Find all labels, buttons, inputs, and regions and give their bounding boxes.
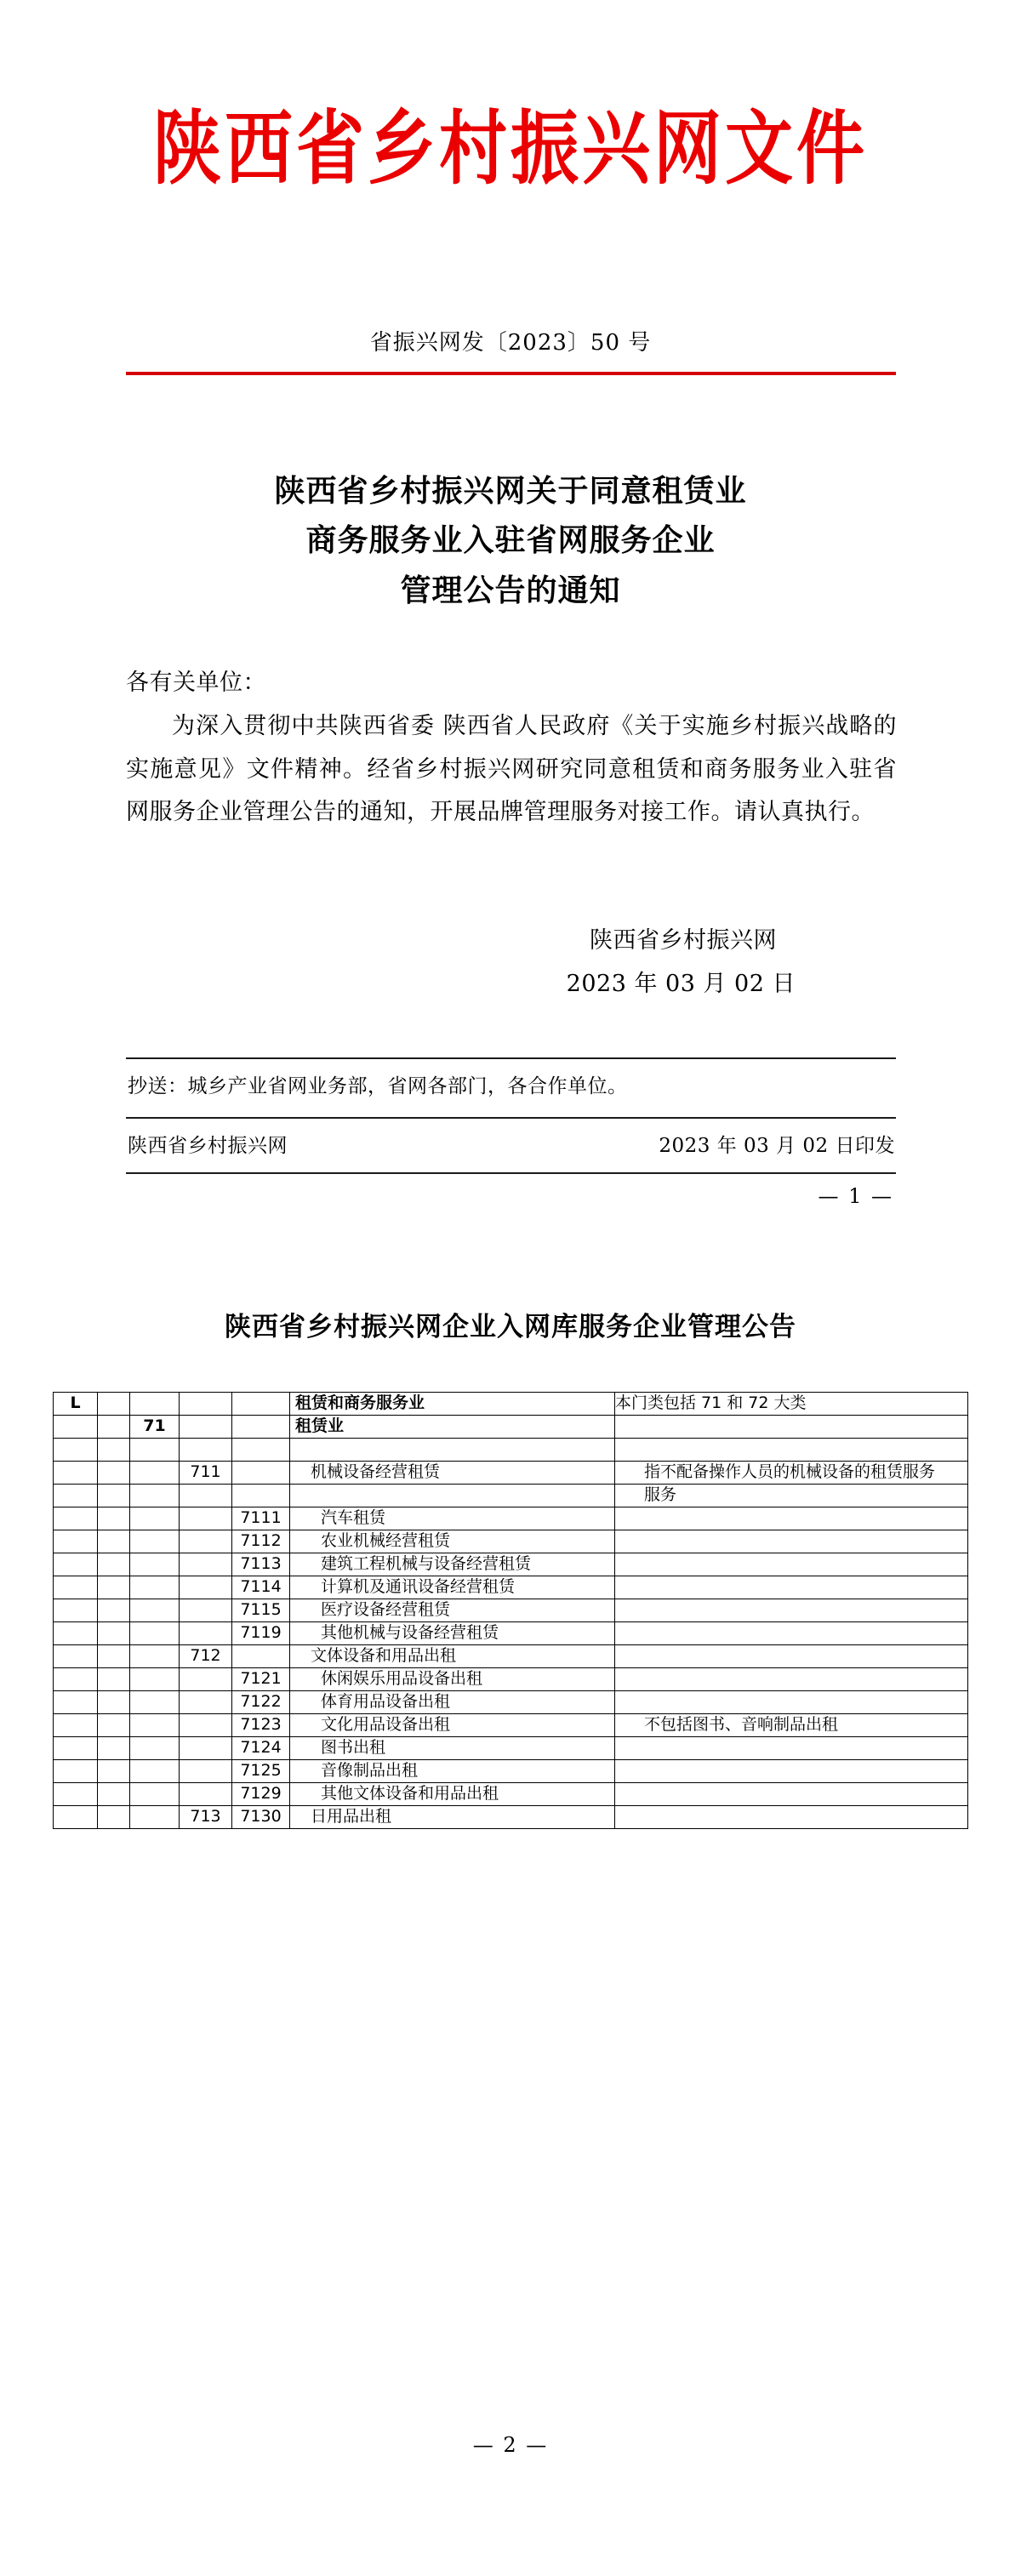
table-row [54, 1668, 968, 1691]
cell-middle-code [180, 1530, 232, 1553]
cell-division-code [54, 1714, 98, 1737]
cell-minor-code: 7130 [232, 1806, 290, 1829]
cell-spacer [98, 1691, 130, 1714]
table-row [54, 1530, 968, 1553]
spacer-cell [130, 1485, 180, 1507]
spacer-cell [180, 1439, 232, 1462]
body-text [126, 662, 897, 835]
cell-division-code [54, 1760, 98, 1783]
cell-note [615, 1691, 968, 1714]
spacer-cell [290, 1439, 615, 1462]
cell-minor-code: 7112 [232, 1530, 290, 1553]
table-row [54, 1760, 968, 1783]
title-line-2: 商务服务业入驻省网服务企业 [305, 522, 716, 559]
cell-category-name: 租赁业 [290, 1416, 615, 1439]
table-row [54, 1783, 968, 1806]
table-row [54, 1576, 968, 1599]
cell-spacer [98, 1576, 130, 1599]
cell-middle-code [180, 1783, 232, 1806]
cell-category-name: 其他机械与设备经营租赁 [290, 1622, 615, 1645]
table-row [54, 1714, 968, 1737]
table-row [54, 1462, 968, 1485]
cell-spacer [98, 1668, 130, 1691]
salutation: 各有关单位： [126, 670, 266, 696]
cell-spacer [98, 1507, 130, 1530]
cell-major-code [130, 1668, 180, 1691]
cell-major-code [130, 1576, 180, 1599]
cell-middle-code [180, 1737, 232, 1760]
classification-table-body [54, 1393, 968, 1829]
cell-division-code [54, 1668, 98, 1691]
cell-middle-code: 711 [180, 1462, 232, 1485]
cell-major-code [130, 1645, 180, 1668]
cell-division-code [54, 1530, 98, 1553]
cell-note [615, 1553, 968, 1576]
cell-note [615, 1645, 968, 1668]
cell-division-code [54, 1576, 98, 1599]
cell-spacer [98, 1553, 130, 1576]
cell-minor-code [232, 1416, 290, 1439]
table-row [54, 1622, 968, 1645]
title-line-3: 管理公告的通知 [400, 572, 621, 608]
table-row [54, 1416, 968, 1439]
cell-note [615, 1576, 968, 1599]
cell-minor-code: 7123 [232, 1714, 290, 1737]
cell-division-code [54, 1691, 98, 1714]
spacer-cell [54, 1439, 98, 1462]
footer-rule-bottom [126, 1172, 896, 1174]
spacer-note-cell [615, 1439, 968, 1462]
red-letterhead [0, 100, 1021, 196]
cell-note: 本门类包括 71 和 72 大类 [615, 1393, 968, 1416]
cell-note: 不包括图书、音响制品出租 [615, 1714, 968, 1737]
cell-note [615, 1737, 968, 1760]
cell-category-name: 机械设备经营租赁 [290, 1462, 615, 1485]
cell-major-code [130, 1783, 180, 1806]
sheet-page-2 [0, 1242, 1021, 2576]
cell-middle-code [180, 1576, 232, 1599]
cell-middle-code: 713 [180, 1806, 232, 1829]
cell-middle-code [180, 1507, 232, 1530]
table-row [54, 1737, 968, 1760]
cell-category-name: 其他文体设备和用品出租 [290, 1783, 615, 1806]
table-spacer-row [54, 1439, 968, 1462]
cell-note [615, 1806, 968, 1829]
cell-category-name: 图书出租 [290, 1737, 615, 1760]
cell-major-code [130, 1462, 180, 1485]
cell-division-code [54, 1645, 98, 1668]
cell-major-code [130, 1530, 180, 1553]
cell-note [615, 1599, 968, 1622]
cell-minor-code: 7114 [232, 1576, 290, 1599]
cell-minor-code: 7125 [232, 1760, 290, 1783]
cell-major-code [130, 1622, 180, 1645]
table-row [54, 1553, 968, 1576]
cell-spacer [98, 1714, 130, 1737]
cell-middle-code [180, 1760, 232, 1783]
cell-middle-code [180, 1599, 232, 1622]
cell-minor-code: 7129 [232, 1783, 290, 1806]
spacer-cell [130, 1439, 180, 1462]
cell-division-code [54, 1806, 98, 1829]
body-paragraph: 为深入贯彻中共陕西省委 陕西省人民政府《关于实施乡村振兴战略的实施意见》文件精神。经省乡村振兴网研究同意租赁和商务服务业入驻省网服务企业管理公告的通知，开展品牌管理服务对接工作。请认真执行。 [126, 712, 897, 826]
cell-note [615, 1530, 968, 1553]
cell-major-code [130, 1806, 180, 1829]
table-row [54, 1806, 968, 1829]
sheet-page-1 [0, 0, 1021, 1242]
cell-major-code: 71 [130, 1416, 180, 1439]
cell-spacer [98, 1645, 130, 1668]
cell-major-code [130, 1599, 180, 1622]
spacer-cell [180, 1485, 232, 1507]
cell-middle-code [180, 1691, 232, 1714]
cell-minor-code: 7122 [232, 1691, 290, 1714]
cell-major-code [130, 1760, 180, 1783]
table-row [54, 1507, 968, 1530]
cell-category-name: 文化用品设备出租 [290, 1714, 615, 1737]
footer-rule-top [126, 1057, 896, 1059]
cell-middle-code [180, 1553, 232, 1576]
signature-block [0, 919, 896, 1006]
page-title [0, 466, 1021, 615]
signature-organization: 陕西省乡村振兴网 [590, 927, 777, 954]
cell-division-code [54, 1599, 98, 1622]
cell-spacer [98, 1599, 130, 1622]
cell-middle-code [180, 1668, 232, 1691]
cell-spacer [98, 1416, 130, 1439]
classification-table [53, 1392, 968, 1829]
letterhead-title: 陕西省乡村振兴网文件 [153, 100, 868, 196]
cell-category-name: 汽车租赁 [290, 1507, 615, 1530]
table-row [54, 1599, 968, 1622]
cell-spacer [98, 1622, 130, 1645]
issuer-organization: 陕西省乡村振兴网 [128, 1135, 288, 1157]
cell-major-code [130, 1553, 180, 1576]
cell-division-code [54, 1507, 98, 1530]
cell-spacer [98, 1806, 130, 1829]
cell-minor-code: 7111 [232, 1507, 290, 1530]
cell-spacer [98, 1737, 130, 1760]
cell-category-name: 租赁和商务服务业 [290, 1393, 615, 1416]
cell-spacer [98, 1760, 130, 1783]
cell-category-name: 音像制品出租 [290, 1760, 615, 1783]
cell-minor-code [232, 1645, 290, 1668]
cell-note [615, 1416, 968, 1439]
issue-date: 2023 年 03 月 02 日印发 [659, 1135, 895, 1157]
cell-spacer [98, 1783, 130, 1806]
cell-category-name: 休闲娱乐用品设备出租 [290, 1668, 615, 1691]
cell-minor-code: 7113 [232, 1553, 290, 1576]
cell-middle-code [180, 1714, 232, 1737]
spacer-cell [232, 1439, 290, 1462]
issuer-line [128, 1130, 895, 1158]
cell-division-code [54, 1783, 98, 1806]
cell-major-code [130, 1737, 180, 1760]
cell-division-code [54, 1737, 98, 1760]
cell-note [615, 1668, 968, 1691]
table-row [54, 1393, 968, 1416]
table-row [54, 1645, 968, 1668]
spacer-cell [98, 1439, 130, 1462]
cell-minor-code [232, 1462, 290, 1485]
signature-date: 2023 年 03 月 02 日 [566, 971, 796, 998]
cell-note [615, 1507, 968, 1530]
spacer-cell [290, 1485, 615, 1507]
cell-major-code [130, 1691, 180, 1714]
page-number-2: — 2 — [472, 2433, 549, 2457]
cell-middle-code [180, 1622, 232, 1645]
footer-rule-middle [126, 1117, 896, 1119]
cell-category-name: 文体设备和用品出租 [290, 1645, 615, 1668]
spacer-cell [232, 1485, 290, 1507]
cell-division-code [54, 1416, 98, 1439]
cell-major-code [130, 1714, 180, 1737]
cell-spacer [98, 1530, 130, 1553]
cell-note [615, 1783, 968, 1806]
classification-table-container [53, 1392, 967, 1829]
cell-minor-code: 7121 [232, 1668, 290, 1691]
cell-category-name: 计算机及通讯设备经营租赁 [290, 1576, 615, 1599]
spacer-note-cell: 服务 [615, 1485, 968, 1507]
cell-spacer [98, 1462, 130, 1485]
cell-note [615, 1760, 968, 1783]
annex-title: 陕西省乡村振兴网企业入网库服务企业管理公告 [225, 1312, 796, 1342]
cell-minor-code: 7119 [232, 1622, 290, 1645]
table-row [54, 1691, 968, 1714]
cc-distribution-line: 抄送：城乡产业省网业务部，省网各部门，各合作单位。 [128, 1075, 628, 1097]
title-line-1: 陕西省乡村振兴网关于同意租赁业 [274, 473, 747, 509]
cell-category-name: 农业机械经营租赁 [290, 1530, 615, 1553]
cell-category-name: 建筑工程机械与设备经营租赁 [290, 1553, 615, 1576]
red-divider-rule [126, 372, 896, 375]
cell-minor-code: 7115 [232, 1599, 290, 1622]
cell-category-name: 医疗设备经营租赁 [290, 1599, 615, 1622]
page-number-1: — 1 — [818, 1184, 893, 1208]
cell-middle-code [180, 1393, 232, 1416]
cell-minor-code [232, 1393, 290, 1416]
cell-note: 指不配备操作人员的机械设备的租赁服务 [615, 1462, 968, 1485]
cell-division-code [54, 1462, 98, 1485]
spacer-cell [54, 1485, 98, 1507]
cell-category-name: 日用品出租 [290, 1806, 615, 1829]
cell-division-code [54, 1622, 98, 1645]
cell-middle-code [180, 1416, 232, 1439]
cell-spacer [98, 1393, 130, 1416]
cell-major-code [130, 1507, 180, 1530]
cell-major-code [130, 1393, 180, 1416]
cell-division-code: L [54, 1393, 98, 1416]
document-number: 省振兴网发〔2023〕50 号 [369, 330, 652, 356]
cell-middle-code: 712 [180, 1645, 232, 1668]
cell-category-name: 体育用品设备出租 [290, 1691, 615, 1714]
cell-division-code [54, 1553, 98, 1576]
table-spacer-row [54, 1485, 968, 1507]
cell-note [615, 1622, 968, 1645]
spacer-cell [98, 1485, 130, 1507]
cell-minor-code: 7124 [232, 1737, 290, 1760]
